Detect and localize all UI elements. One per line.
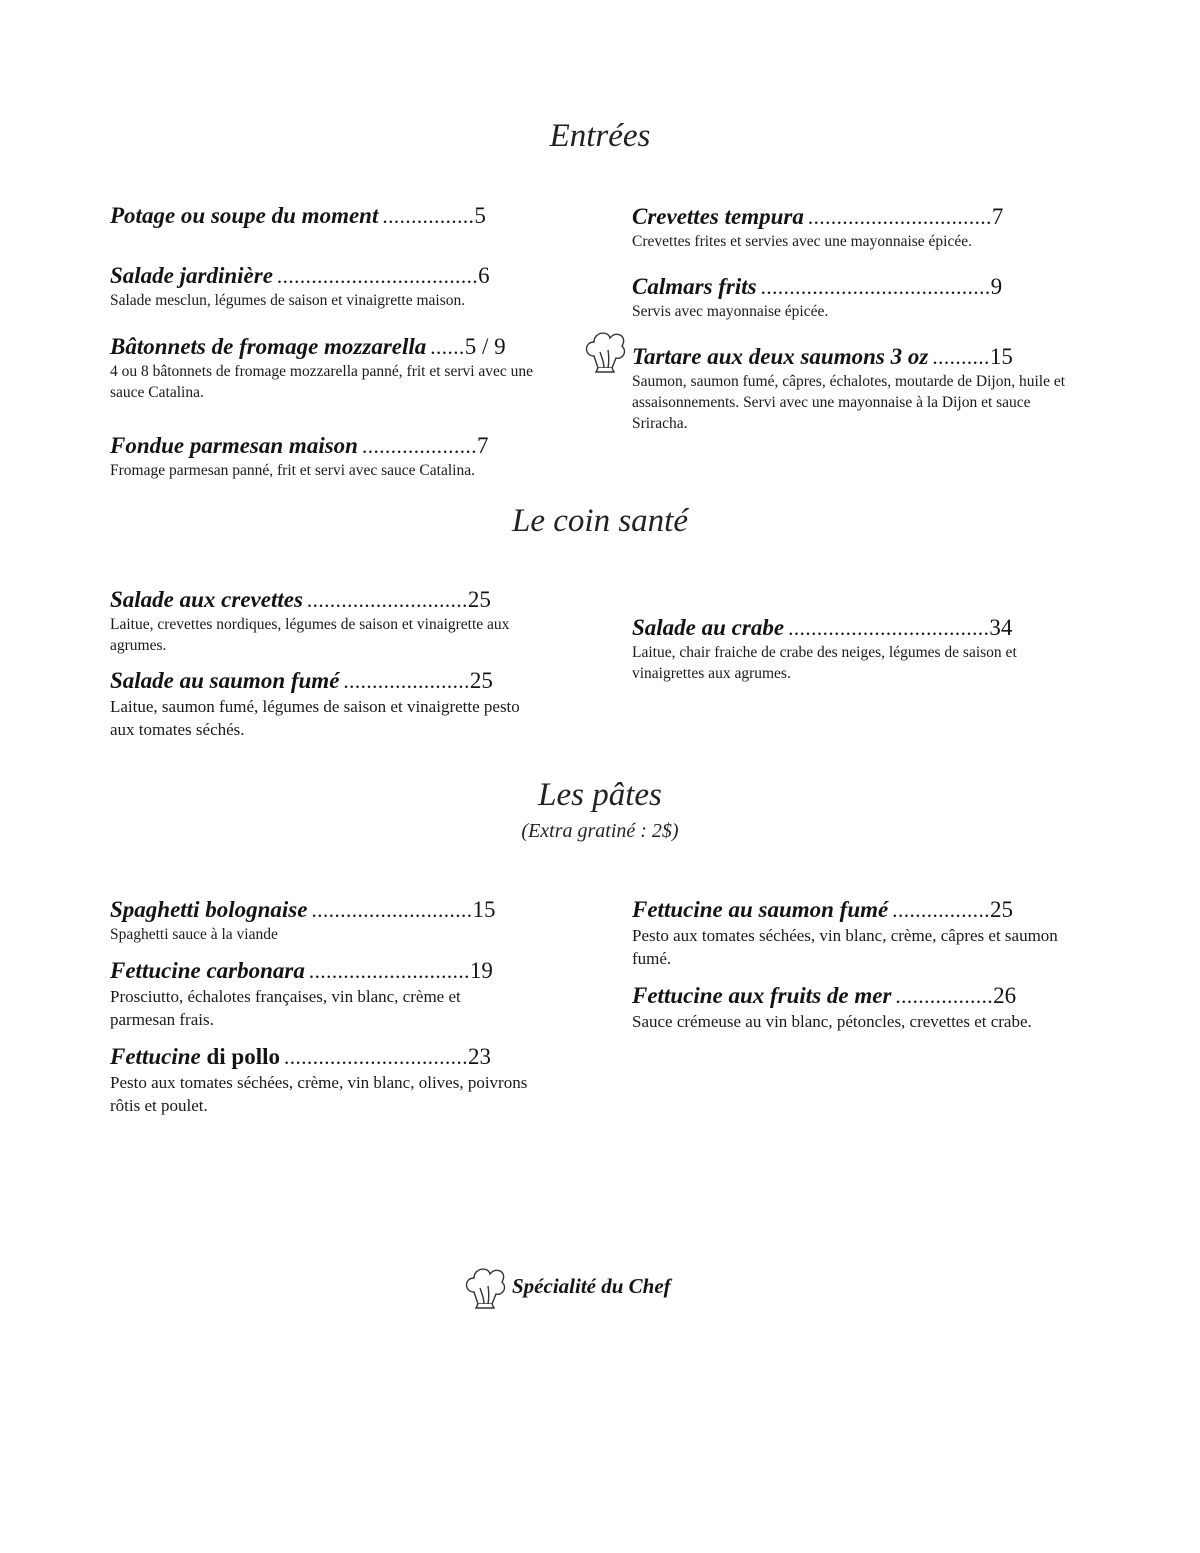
section-subtitle-pates: (Extra gratiné : 2$)	[521, 820, 679, 842]
item-price: 7	[476, 433, 489, 458]
item-description: Fromage parmesan panné, frit et servi avec sauce Catalina.	[110, 462, 475, 479]
menu-item	[632, 273, 1072, 322]
menu-item	[110, 432, 550, 481]
item-description: Crevettes frites et servies avec une mayonnaise épicée.	[632, 233, 972, 250]
menu-item	[110, 262, 550, 311]
menu-item	[632, 896, 1072, 970]
item-description: Laitue, chair fraiche de crabe des neiges, légumes de saison et vinaigrettes aux agrumes.	[632, 644, 1017, 682]
item-description: Servis avec mayonnaise épicée.	[632, 303, 829, 320]
item-price: 6	[478, 263, 490, 288]
item-dots: ................................	[807, 205, 992, 229]
chef-hat-icon	[582, 326, 628, 374]
item-name-part: Fettucine	[110, 1044, 201, 1069]
legend-label: Spécialité du Chef	[512, 1273, 671, 1298]
item-name: Bâtonnets de fromage mozzarella	[110, 334, 427, 359]
item-name	[110, 1043, 280, 1071]
item-price: 25	[467, 587, 491, 612]
item-price: 26	[993, 983, 1017, 1008]
item-name: Tartare aux deux saumons 3 oz	[632, 344, 929, 369]
menu-item	[110, 333, 555, 403]
menu-item	[110, 957, 545, 1031]
item-dots: ............................	[306, 588, 468, 612]
item-name: Salade jardinière	[110, 263, 273, 288]
item-name: Crevettes tempura	[632, 204, 804, 229]
item-price: 19	[469, 958, 493, 983]
menu-item	[110, 667, 545, 741]
item-name: Potage ou soupe du moment	[110, 203, 379, 228]
item-name-part: di pollo	[206, 1044, 280, 1069]
menu-item	[632, 343, 1092, 434]
item-dots: ...................................	[788, 616, 990, 640]
item-name: Fettucine aux fruits de mer	[632, 983, 892, 1008]
item-description: Prosciutto, échalotes françaises, vin blanc, crème et parmesan frais.	[110, 987, 461, 1029]
item-description: 4 ou 8 bâtonnets de fromage mozzarella panné, frit et servi avec une sauce Catalina.	[110, 363, 534, 401]
item-description: Laitue, crevettes nordiques, légumes de saison et vinaigrette aux agrumes.	[110, 616, 510, 654]
item-name: Salade aux crevettes	[110, 587, 303, 612]
item-description: Saumon, saumon fumé, câpres, échalotes, moutarde de Dijon, huile et assaisonnements. Servi avec une mayonnaise à la Dijon et sauce Sriracha.	[632, 373, 1066, 432]
item-dots: .................	[895, 984, 994, 1008]
menu-item	[110, 1043, 545, 1117]
item-dots: ......................	[343, 669, 470, 693]
item-price: 25	[469, 668, 493, 693]
item-name: Fettucine au saumon fumé	[632, 897, 889, 922]
item-description: Pesto aux tomates séchées, crème, vin blanc, olives, poivrons rôtis et poulet.	[110, 1073, 528, 1115]
menu-item	[632, 982, 1072, 1033]
item-dots: ........................................	[760, 275, 991, 299]
item-description: Salade mesclun, légumes de saison et vinaigrette maison.	[110, 292, 466, 309]
menu-item	[632, 614, 1077, 684]
item-price: 9	[990, 274, 1003, 299]
item-description: Spaghetti sauce à la viande	[110, 926, 278, 943]
item-name: Calmars frits	[632, 274, 757, 299]
item-dots: ...................................	[276, 264, 479, 288]
menu-item	[110, 202, 535, 230]
item-price: 5 / 9	[464, 334, 506, 359]
item-dots: ....................	[361, 434, 477, 458]
item-name: Fondue parmesan maison	[110, 433, 358, 458]
item-price: 5	[474, 203, 486, 228]
item-dots: ......	[430, 335, 465, 359]
item-dots: ............................	[311, 898, 473, 922]
item-description: Sauce crémeuse au vin blanc, pétoncles, crevettes et crabe.	[632, 1012, 1032, 1031]
item-price: 25	[989, 897, 1013, 922]
item-dots: ................................	[284, 1045, 468, 1069]
item-price: 7	[991, 204, 1004, 229]
item-description: Pesto aux tomates séchées, vin blanc, crème, câpres et saumon fumé.	[632, 926, 1058, 968]
item-dots: ............................	[308, 959, 470, 983]
item-price: 15	[989, 344, 1013, 369]
menu-item	[110, 586, 545, 656]
section-title-entrees: Entrées	[549, 118, 651, 154]
item-name: Fettucine carbonara	[110, 958, 305, 983]
item-dots: .................	[892, 898, 990, 922]
item-price: 23	[468, 1044, 491, 1069]
item-description: Laitue, saumon fumé, légumes de saison et vinaigrette pesto aux tomates séchés.	[110, 697, 520, 739]
item-name: Salade au saumon fumé	[110, 668, 340, 693]
item-price: 34	[989, 615, 1013, 640]
menu-item	[632, 203, 1072, 252]
section-title-sante: Le coin santé	[512, 503, 688, 539]
item-name: Spaghetti bolognaise	[110, 897, 308, 922]
item-name: Salade au crabe	[632, 615, 785, 640]
chef-hat-icon	[462, 1262, 508, 1310]
menu-item	[110, 896, 545, 945]
chef-specialty-legend	[462, 1262, 671, 1310]
item-dots: ..........	[932, 345, 990, 369]
item-price: 15	[472, 897, 496, 922]
section-title-pates: Les pâtes	[538, 777, 662, 813]
item-dots: ................	[382, 204, 475, 228]
